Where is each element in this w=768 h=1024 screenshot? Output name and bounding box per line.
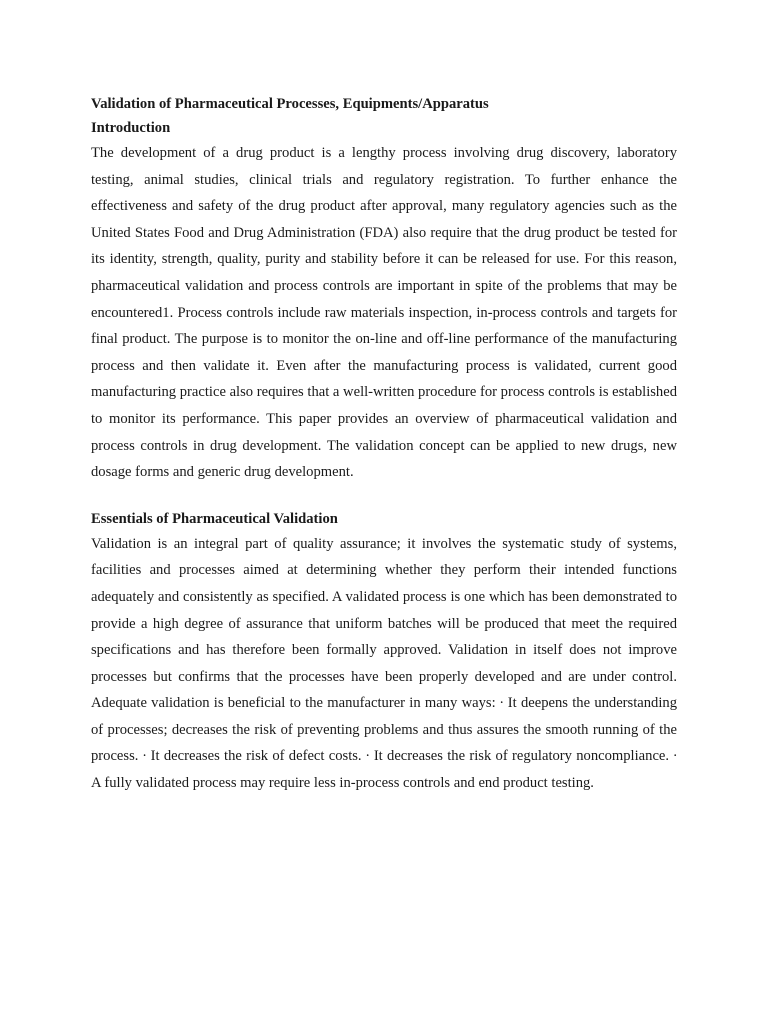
section-body-introduction: The development of a drug product is a lengthy process involving drug discovery, laboratory testing, animal studies, clinical trials and regulatory registration. To further enhance the effectiveness and safety of the drug product after approval, many regulatory agencies such as the United States Food and Drug Administration (FDA) also require that the drug product be tested for its identity, strength, quality, purity and stability before it can be released for use. For this reason, pharmaceutical validation and process controls are important in spite of the problems that may be encountered1. Process controls include raw materials inspection, in-process controls and targets for final product. The purpose is to monitor the on-line and off-line performance of the manufacturing process and then validate it. Even after the manufacturing process is validated, current good manufacturing practice also requires that a well-written procedure for process controls is established to monitor its performance. This paper provides an overview of pharmaceutical validation and process controls in drug development. The validation concept can be applied to new drugs, new dosage forms and generic drug development. xyxy=(91,145,677,481)
section-heading-essentials: Essentials of Pharmaceutical Validation xyxy=(91,510,338,527)
section-body-essentials: Validation is an integral part of quality assurance; it involves the systematic study of systems, facilities and processes aimed at determining whether they perform their intended functions adequately and consistently as specified. A validated process is one which has been demonstrated to provide a high degree of assurance that uniform batches will be produced that meet the required specifications and has therefore been formally approved. Validation in itself does not improve processes but confirms that the processes have been properly developed and are under control. Adequate validation is beneficial to the manufacturer in many ways: ∙ It deepens the understanding of processes; decreases the risk of preventing problems and thus assures the smooth running of the process. ∙ It decreases the risk of defect costs. ∙ It decreases the risk of regulatory noncompliance. ∙ A fully validated process may require less in-process controls and end product testing. xyxy=(91,535,677,792)
document-title: Validation of Pharmaceutical Processes, Equipments/Apparatus xyxy=(91,96,489,112)
section-spacer xyxy=(91,486,677,507)
section-heading-introduction: Introduction xyxy=(91,120,171,136)
document-content xyxy=(91,92,677,797)
